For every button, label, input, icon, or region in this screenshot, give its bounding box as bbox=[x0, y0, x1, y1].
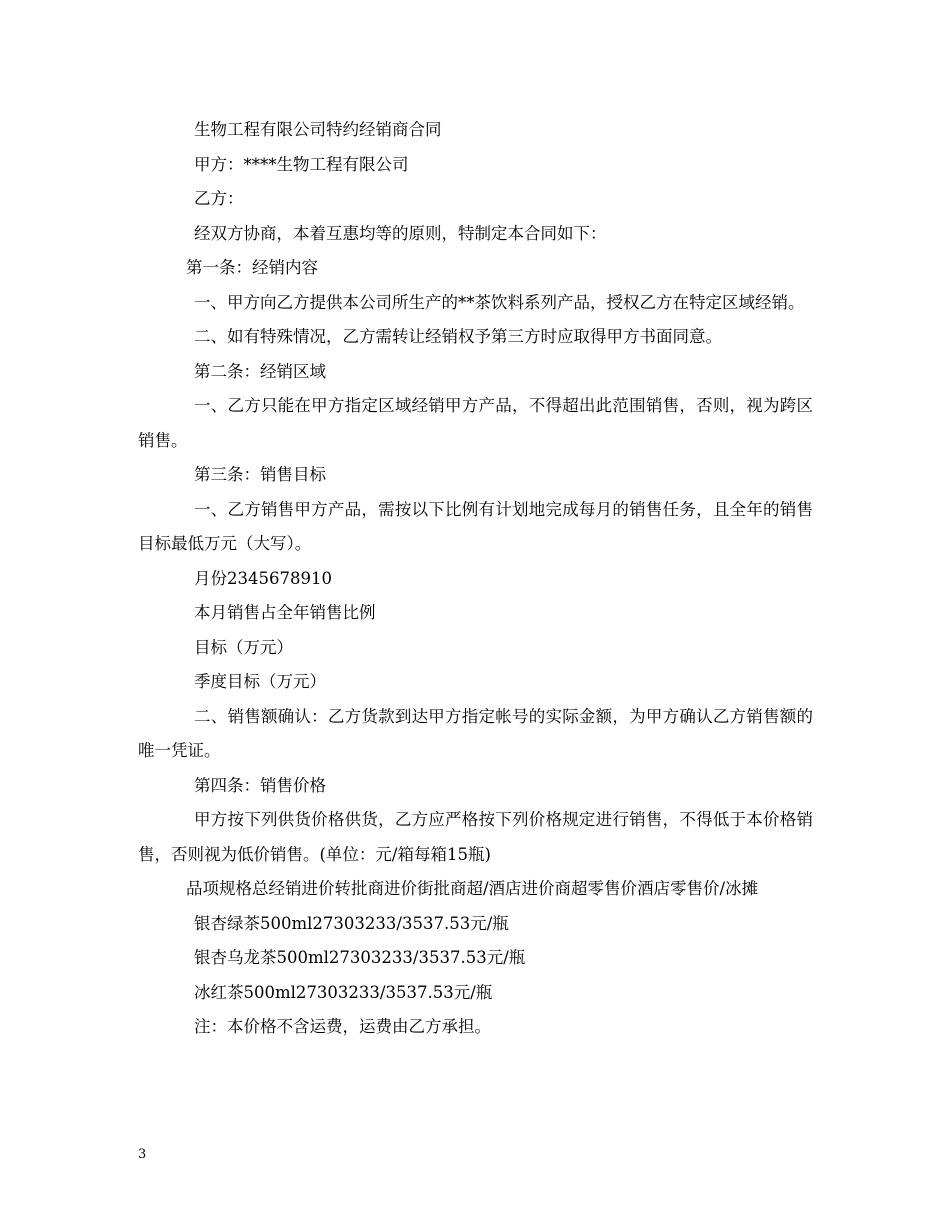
price-note: 注：本价格不含运费，运费由乙方承担。 bbox=[194, 1017, 491, 1036]
quarter-target-line: 季度目标（万元） bbox=[194, 672, 326, 691]
article-4-clause-1: 甲方按下列供货价格供货，乙方应严格按下列价格规定进行销售，不得低于本价格销售，否则视为低价销售。(单位：元/箱每箱15瓶) bbox=[138, 810, 813, 864]
party-b-line: 乙方： bbox=[194, 189, 244, 208]
price-row-ginkgo-green-tea: 银杏绿茶500ml27303233/3537.53元/瓶 bbox=[194, 913, 509, 933]
party-a-line: 甲方：****生物工程有限公司 bbox=[194, 154, 409, 174]
article-3-clause-1: 一、乙方销售甲方产品，需按以下比例有计划地完成每月的销售任务，且全年的销售目标最低万元（大写）。 bbox=[138, 499, 813, 553]
article-3-clause-2: 二、销售额确认：乙方货款到达甲方指定帐号的实际金额，为甲方确认乙方销售额的唯一凭证。 bbox=[138, 706, 813, 760]
article-4-heading: 第四条：销售价格 bbox=[194, 775, 326, 795]
price-table-header: 品项规格总经销进价转批商进价街批商超/酒店进价商超零售价酒店零售价/冰摊 bbox=[186, 879, 759, 898]
article-2-clause-1: 一、乙方只能在甲方指定区域经销甲方产品，不得超出此范围销售，否则，视为跨区销售。 bbox=[138, 396, 813, 450]
contract-body bbox=[138, 113, 813, 1045]
month-line: 月份2345678910 bbox=[194, 568, 332, 588]
price-row-ginkgo-oolong-tea: 银杏乌龙茶500ml27303233/3537.53元/瓶 bbox=[194, 948, 526, 967]
monthly-ratio-line: 本月销售占全年销售比例 bbox=[194, 603, 376, 622]
page-number: 3 bbox=[138, 1147, 147, 1162]
contract-title: 生物工程有限公司特约经销商合同 bbox=[194, 120, 442, 139]
target-line: 目标（万元） bbox=[194, 637, 293, 657]
article-3-heading: 第三条：销售目标 bbox=[194, 465, 326, 484]
price-row-iced-black-tea: 冰红茶500ml27303233/3537.53元/瓶 bbox=[194, 982, 493, 1002]
article-2-heading: 第二条：经销区域 bbox=[194, 361, 326, 381]
article-1-clause-2: 二、如有特殊情况，乙方需转让经销权予第三方时应取得甲方书面同意。 bbox=[194, 327, 722, 346]
article-1-clause-1: 一、甲方向乙方提供本公司所生产的**茶饮料系列产品，授权乙方在特定区域经销。 bbox=[194, 292, 805, 312]
preamble-paragraph: 经双方协商，本着互惠均等的原则，特制定本合同如下： bbox=[194, 223, 607, 243]
article-1-heading: 第一条：经销内容 bbox=[186, 258, 318, 277]
